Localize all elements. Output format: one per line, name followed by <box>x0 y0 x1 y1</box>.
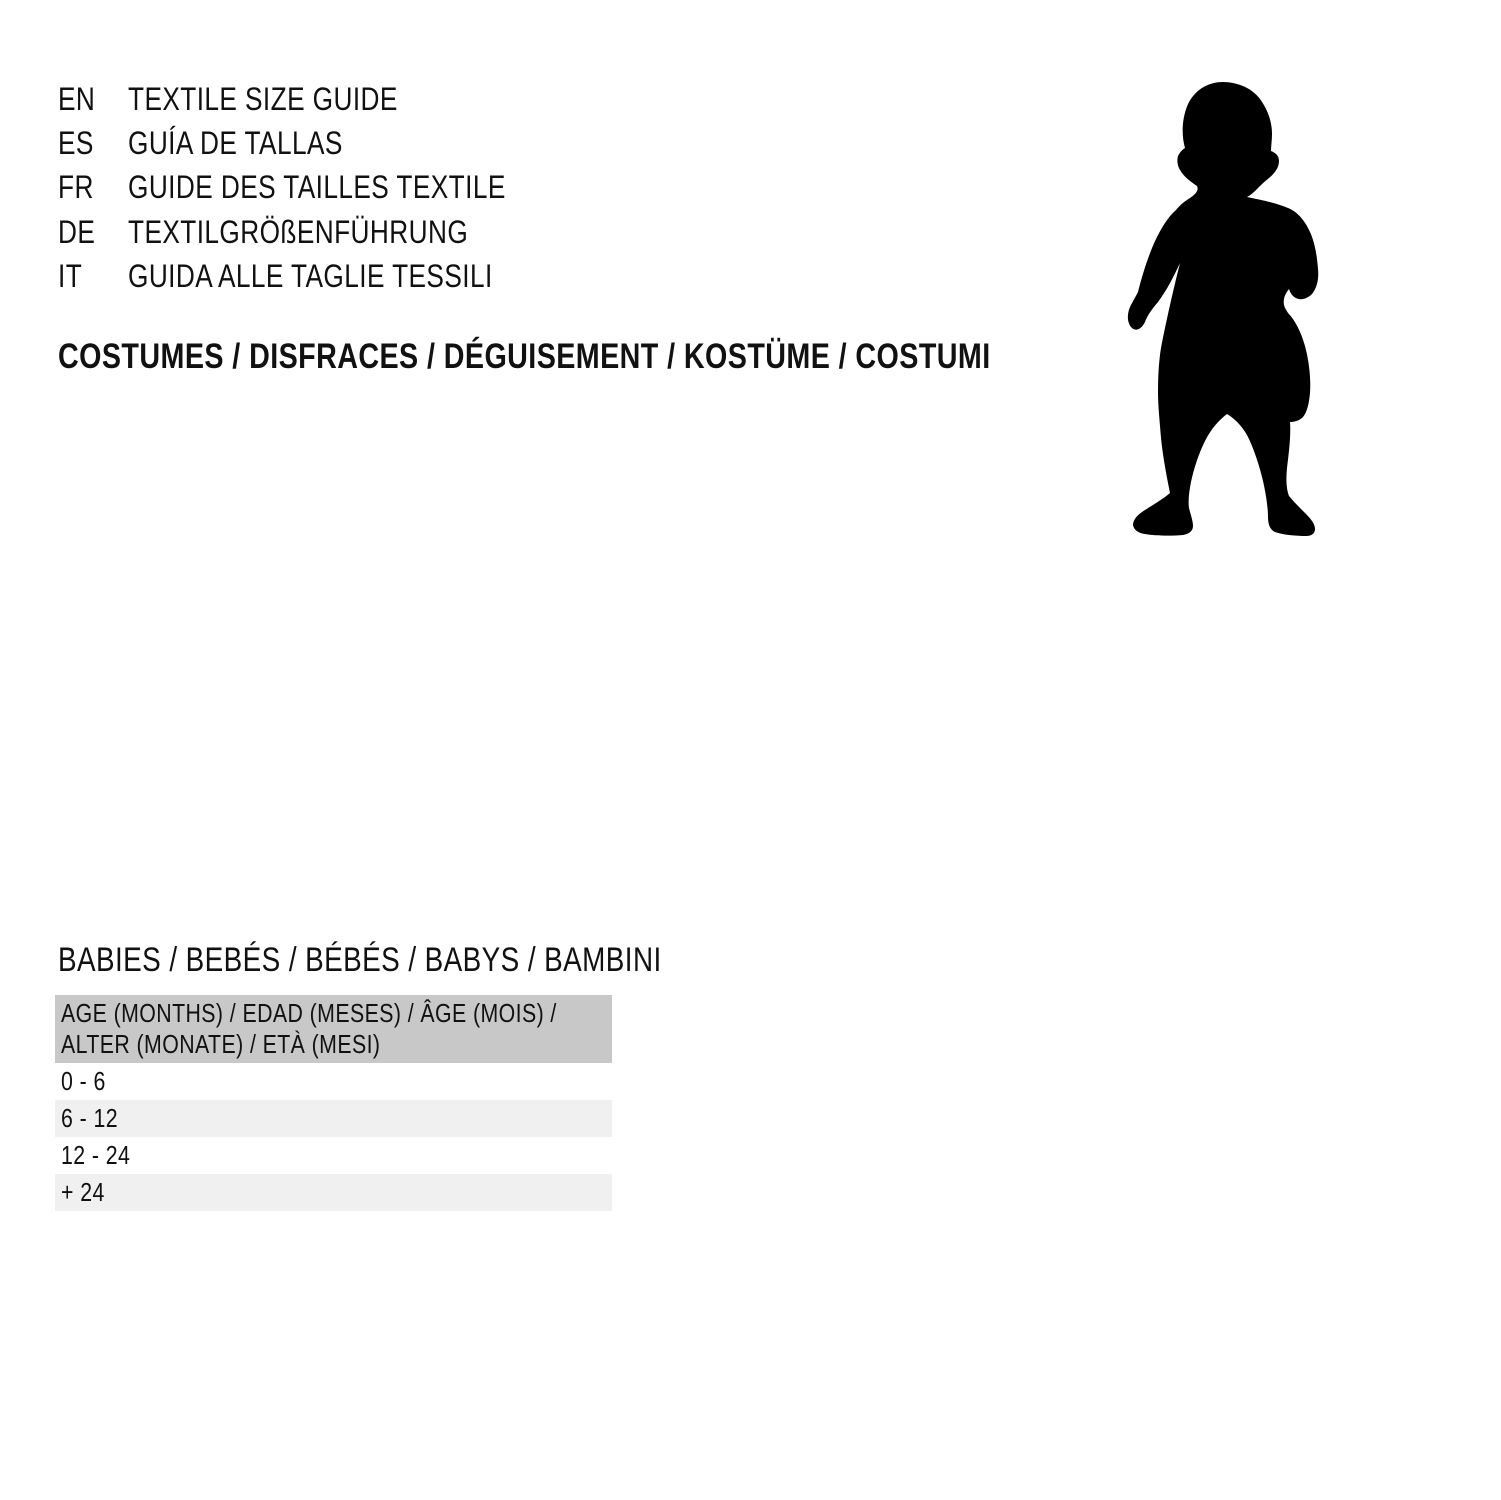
language-row-it <box>58 255 589 299</box>
language-label: GUIDA ALLE TAGLIE TESSILI <box>128 258 493 295</box>
language-code: FR <box>58 169 94 206</box>
language-code: IT <box>58 258 83 295</box>
table-header-line2: ALTER (MONATE) / ETÀ (MESI) <box>61 1029 381 1059</box>
table-header-line1: AGE (MONTHS) / EDAD (MESES) / ÂGE (MOIS) / <box>61 998 557 1028</box>
table-cell-age-range: 12 - 24 <box>61 1140 131 1170</box>
table-cell-age-range: 0 - 6 <box>61 1066 106 1096</box>
table-row <box>55 1174 612 1211</box>
table-row <box>55 1100 612 1137</box>
baby-silhouette-path <box>1128 82 1318 536</box>
language-code: ES <box>58 125 94 162</box>
table-header <box>55 995 612 1063</box>
language-row-de <box>58 210 589 254</box>
category-title <box>58 336 1195 378</box>
table-row <box>55 1137 612 1174</box>
language-label: GUIDE DES TAILLES TEXTILE <box>128 169 506 206</box>
language-label: TEXTILGRÖßENFÜHRUNG <box>128 213 469 250</box>
language-label: TEXTILE SIZE GUIDE <box>128 80 398 117</box>
table-section-title-text: BABIES / BEBÉS / BÉBÉS / BABYS / BAMBINI <box>58 941 662 979</box>
language-code: DE <box>58 213 96 250</box>
language-row-en <box>58 77 589 121</box>
language-row-fr <box>58 166 589 210</box>
table-cell-age-range: 6 - 12 <box>61 1103 118 1133</box>
table-cell-age-range: + 24 <box>61 1177 105 1207</box>
language-label: GUÍA DE TALLAS <box>128 125 343 162</box>
language-row-es <box>58 121 589 165</box>
table-row <box>55 1063 612 1100</box>
age-size-table <box>55 995 612 1211</box>
table-section-title <box>58 941 794 979</box>
category-title-text: COSTUMES / DISFRACES / DÉGUISEMENT / KOSTÜME / COSTUMI <box>58 337 991 376</box>
language-code: EN <box>58 80 96 117</box>
language-list <box>58 77 589 299</box>
baby-silhouette <box>1125 80 1325 550</box>
